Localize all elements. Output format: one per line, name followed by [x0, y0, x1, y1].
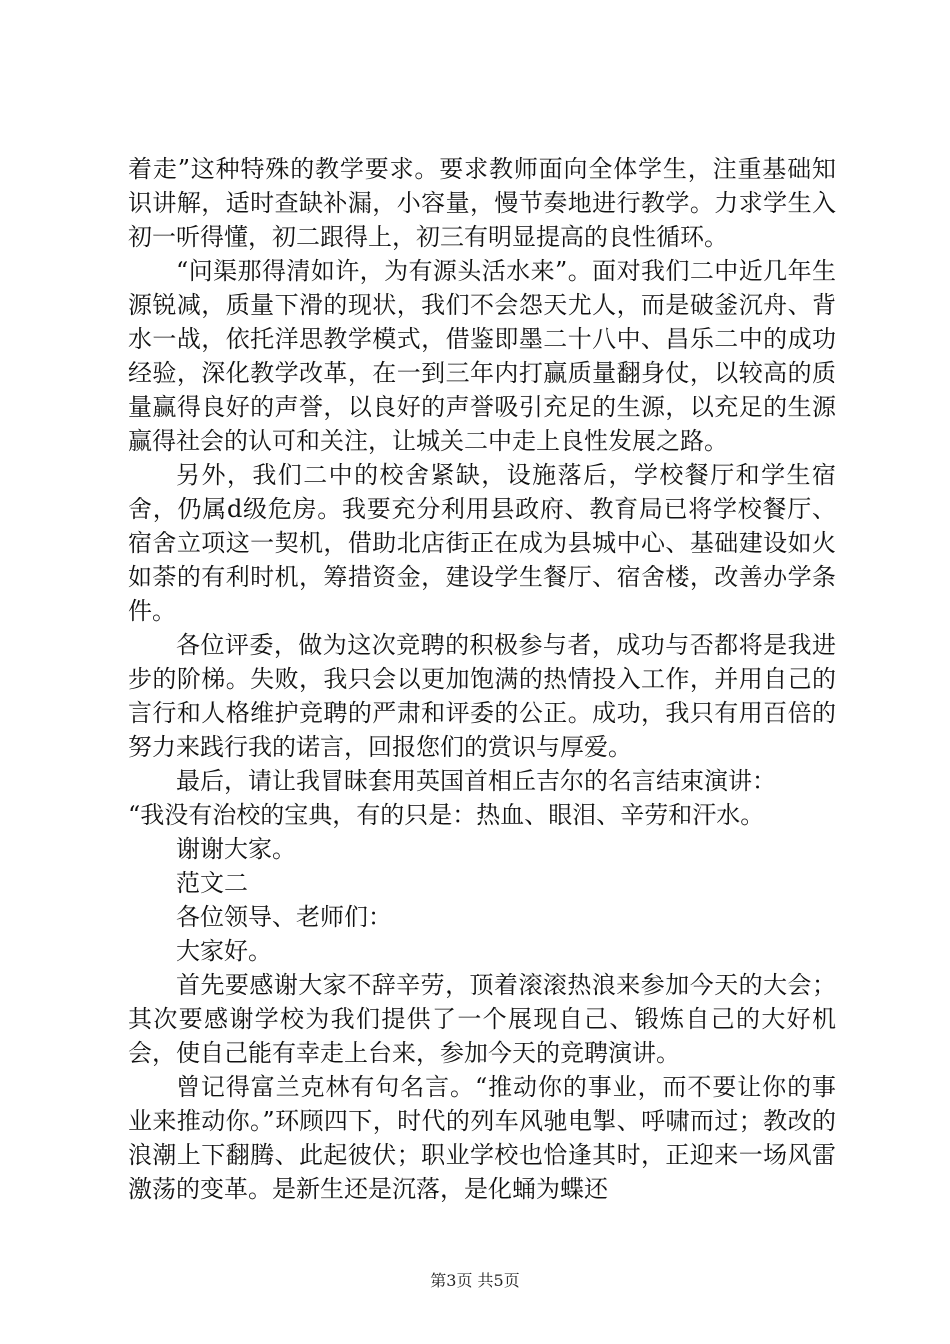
paragraph-11: 首先要感谢大家不辞辛劳，顶着滚滚热浪来参加今天的大会；其次要感谢学校为我们提供了一个展现自己、锻炼自己的大好机会，使自己能有幸走上台来，参加今天的竞聘演讲。	[128, 971, 836, 1067]
paragraph-4: 各位评委，做为这次竞聘的积极参与者，成功与否都将是我进步的阶梯。失败，我只会以更加饱满的热情投入工作，并用自己的言行和人格维护竞聘的严肃和评委的公正。成功，我只有用百倍的努力来践行我的诺言，回报您们的赏识与厚爱。	[128, 631, 836, 761]
paragraph-5: 最后，请让我冒昧套用英国首相丘吉尔的名言结束演讲：	[176, 767, 776, 795]
body-text	[128, 152, 836, 1206]
paragraph-2: “问渠那得清如许，为有源头活水来”。面对我们二中近几年生源锐减，质量下滑的现状，我们不会怨天尤人，而是破釜沉舟、背水一战，依托洋思教学模式，借鉴即墨二十八中、昌乐二中的成功经验，深化教学改革，在一到三年内打赢质量翻身仗，以较高的质量赢得良好的声誉，以良好的声誉吸引充足的生源，以充足的生源赢得社会的认可和关注，让城关二中走上良性发展之路。	[128, 257, 836, 455]
paragraph-3: 另外，我们二中的校舍紧缺，设施落后，学校餐厅和学生宿舍，仍属d级危房。我要充分利用县政府、教育局已将学校餐厅、宿舍立项这一契机，借助北店街正在成为县城中心、基础建设如火如荼的有利时机，筹措资金，建设学生餐厅、宿舍楼，改善办学条件。	[128, 461, 836, 625]
paragraph-7: 谢谢大家。	[176, 835, 296, 863]
paragraph-1: 着走”这种特殊的教学要求。要求教师面向全体学生，注重基础知识讲解，适时查缺补漏，小容量，慢节奏地进行教学。力求学生入初一听得懂，初二跟得上，初三有明显提高的良性循环。	[128, 155, 836, 251]
section-heading: 范文二	[176, 869, 248, 897]
paragraph-12: 曾记得富兰克林有句名言。“推动你的事业，而不要让你的事业来推动你。”环顾四下，时代的列车风驰电掣、呼啸而过；教改的浪潮上下翻腾、此起彼伏；职业学校也恰逢其时，正迎来一场风雷激荡的变革。是新生还是沉落，是化蛹为蝶还	[128, 1073, 836, 1203]
salutation: 各位领导、老师们：	[176, 903, 392, 931]
paragraph-6: “我没有治校的宝典，有的只是：热血、眼泪、辛劳和汗水。	[128, 801, 765, 829]
greeting: 大家好。	[176, 937, 272, 965]
page-footer: 第3页 共5页	[430, 1271, 520, 1290]
